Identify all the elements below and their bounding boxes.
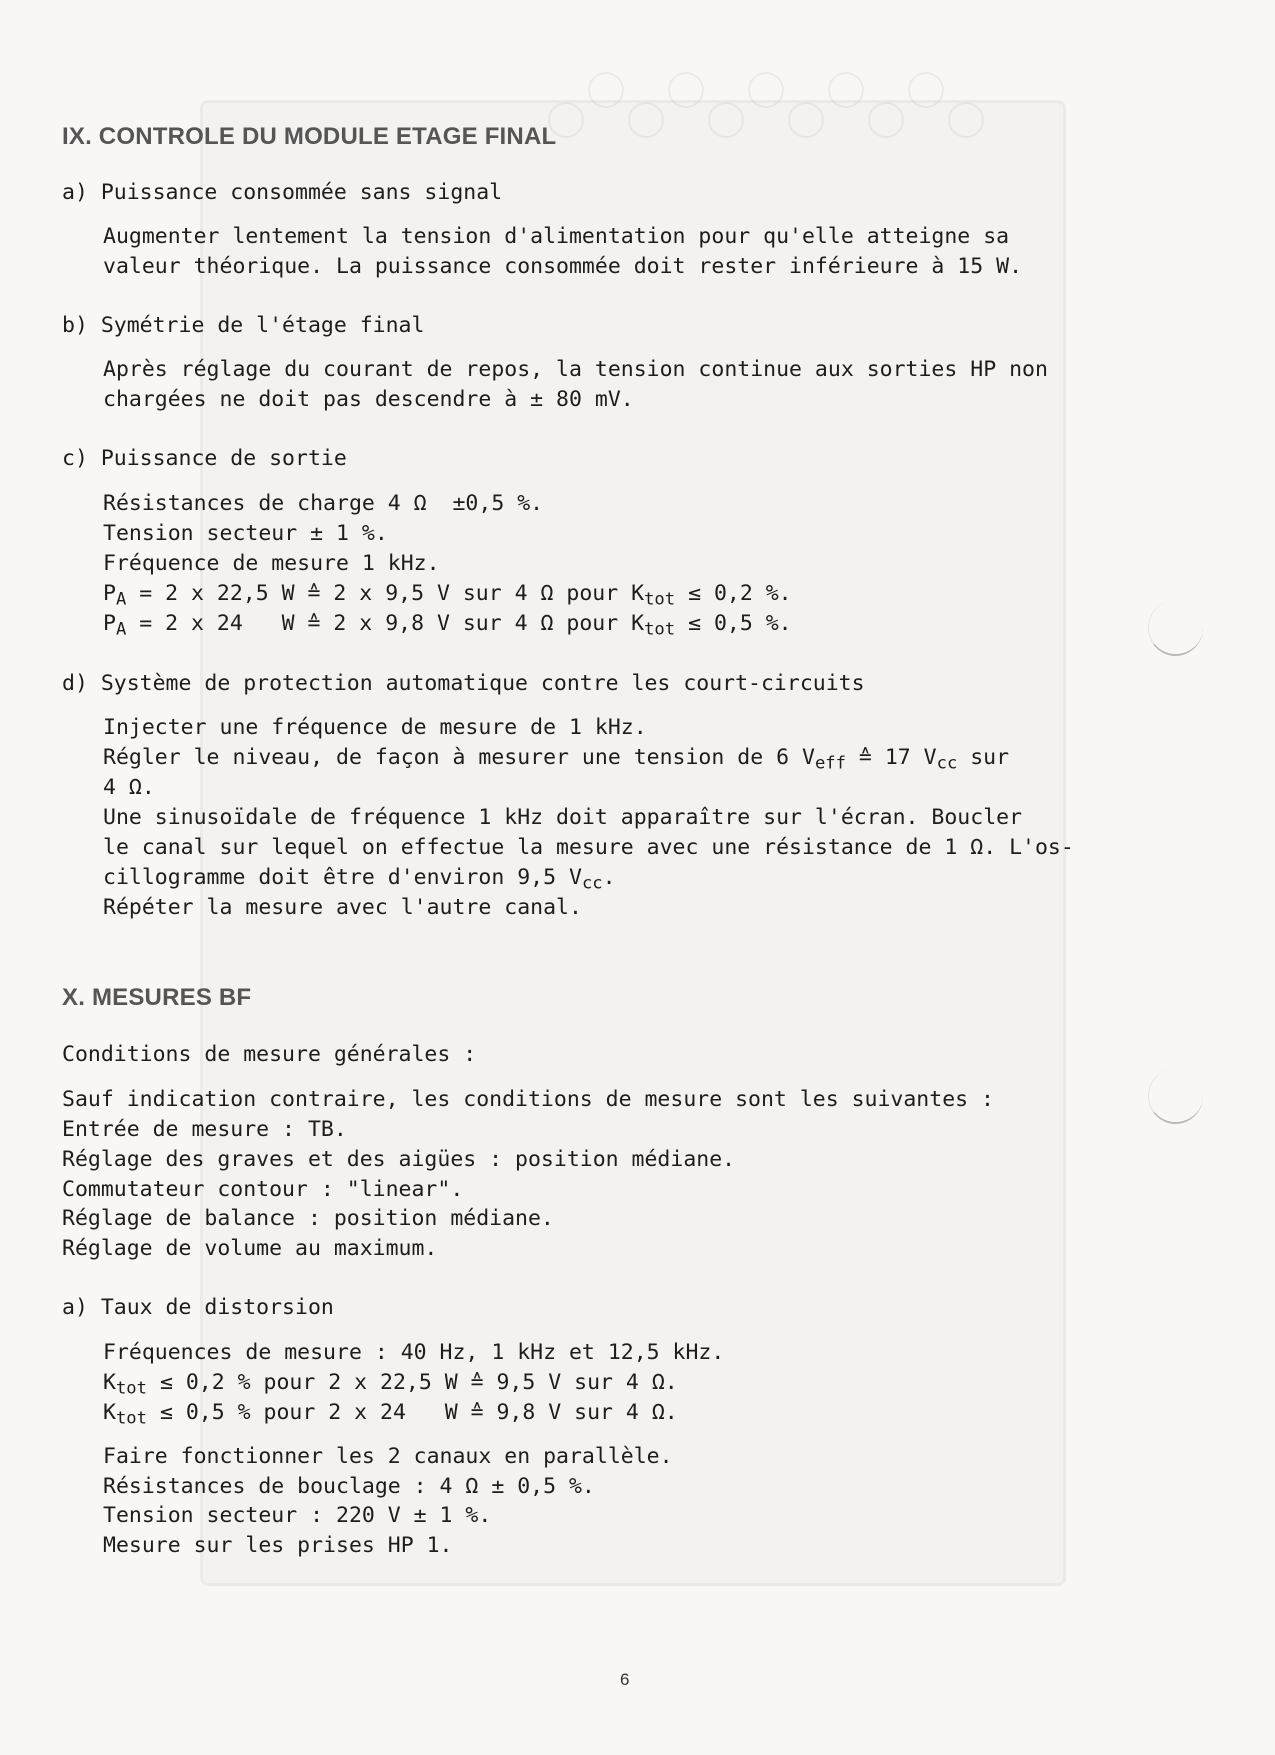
d-text: . — [602, 865, 616, 890]
condition-line: Réglage de balance : position médiane. — [62, 1206, 554, 1231]
section-ix-d-line: Une sinusoïdale de fréquence 1 kHz doit apparaître sur l'écran. Boucler — [103, 805, 1023, 830]
condition-line: Commutateur contour : "linear". — [62, 1177, 464, 1202]
section-x-a-heading: a) Taux de distorsion — [62, 1295, 334, 1320]
condition-line: Sauf indication contraire, les conditions de mesure sont les suivantes : — [62, 1087, 994, 1112]
section-x-a-line: Tension secteur : 220 V ± 1 %. — [103, 1503, 492, 1528]
ktot-line-1 — [103, 1370, 678, 1399]
ktot-subscript: tot — [644, 619, 676, 640]
section-ix-c-line: Fréquence de mesure 1 kHz. — [103, 551, 440, 576]
section-ix-c-line: Tension secteur ± 1 %. — [103, 521, 388, 546]
section-x-intro: Conditions de mesure générales : — [62, 1042, 477, 1067]
pa-symbol: P — [103, 611, 116, 636]
section-ix-d-line: Répéter la mesure avec l'autre canal. — [103, 895, 582, 920]
punch-hole-bottom — [1148, 1068, 1203, 1124]
section-x-title: X. MESURES BF — [62, 984, 252, 1011]
d-text: Régler le niveau, de façon à mesurer une tension de 6 V — [103, 745, 815, 770]
section-x-a-line: Résistances de bouclage : 4 Ω ± 0,5 %. — [103, 1474, 595, 1499]
section-x-a-line: Fréquences de mesure : 40 Hz, 1 kHz et 12,5 kHz. — [103, 1340, 725, 1365]
pa-symbol: P — [103, 581, 116, 606]
d-text: sur — [957, 745, 1010, 770]
section-ix-d-line — [103, 745, 1010, 774]
section-ix-d-line: 4 Ω. — [103, 775, 155, 800]
ktot-line-2 — [103, 1400, 678, 1429]
section-ix-c-line: Résistances de charge 4 Ω ±0,5 %. — [103, 491, 544, 516]
pa-subscript: A — [115, 619, 127, 640]
pa-text: = 2 x 24 W ≙ 2 x 9,8 V sur 4 Ω pour K — [126, 611, 645, 636]
punch-hole-top — [1148, 600, 1203, 656]
condition-line: Entrée de mesure : TB. — [62, 1117, 347, 1142]
section-ix-d-heading: d) Système de protection automatique contre les court-circuits — [62, 671, 865, 696]
d-text: ≙ 17 V — [845, 745, 937, 770]
section-ix-a-heading: a) Puissance consommée sans signal — [62, 180, 503, 205]
page-number: 6 — [620, 1670, 630, 1689]
k-text: ≤ 0,5 % pour 2 x 24 W ≙ 9,8 V sur 4 Ω. — [147, 1400, 678, 1425]
section-ix-b-heading: b) Symétrie de l'étage final — [62, 313, 425, 338]
k-symbol: K — [103, 1370, 116, 1395]
veff-subscript: eff — [814, 753, 846, 774]
section-ix-b-line: chargées ne doit pas descendre à ± 80 mV. — [103, 387, 634, 412]
pa-text: = 2 x 22,5 W ≙ 2 x 9,5 V sur 4 Ω pour K — [126, 581, 645, 606]
ktot-subscript: tot — [644, 589, 676, 610]
k-text: ≤ 0,2 % pour 2 x 22,5 W ≙ 9,5 V sur 4 Ω. — [147, 1370, 678, 1395]
background-show-through-circles — [548, 72, 998, 152]
condition-line: Réglage des graves et des aigües : position médiane. — [62, 1147, 736, 1172]
section-ix-d-line: le canal sur lequel on effectue la mesure avec une résistance de 1 Ω. L'os- — [103, 835, 1074, 860]
section-ix-b-line: Après réglage du courant de repos, la tension continue aux sorties HP non — [103, 357, 1048, 382]
d-text: cillogramme doit être d'environ 9,5 V — [103, 865, 582, 890]
ktot-subscript: tot — [115, 1408, 147, 1429]
section-ix-a-line: Augmenter lentement la tension d'alimentation pour qu'elle atteigne sa — [103, 224, 1010, 249]
vcc-subscript: cc — [936, 753, 958, 774]
section-x-a-line: Faire fonctionner les 2 canaux en parallèle. — [103, 1444, 673, 1469]
pa-tail: ≤ 0,5 %. — [675, 611, 792, 636]
section-ix-title: IX. CONTROLE DU MODULE ETAGE FINAL — [62, 123, 557, 150]
condition-line: Réglage de volume au maximum. — [62, 1236, 438, 1261]
section-ix-d-line — [103, 865, 616, 894]
section-ix-d-line: Injecter une fréquence de mesure de 1 kHz. — [103, 715, 647, 740]
section-ix-a-line: valeur théorique. La puissance consommée doit rester inférieure à 15 W. — [103, 254, 1023, 279]
section-ix-c-heading: c) Puissance de sortie — [62, 446, 347, 471]
pa-tail: ≤ 0,2 %. — [675, 581, 792, 606]
ktot-subscript: tot — [115, 1378, 147, 1399]
section-x-a-line: Mesure sur les prises HP 1. — [103, 1533, 453, 1558]
vcc-subscript: cc — [581, 873, 603, 894]
pa-subscript: A — [115, 589, 127, 610]
pa-line-1 — [103, 581, 792, 610]
pa-line-2 — [103, 611, 792, 640]
k-symbol: K — [103, 1400, 116, 1425]
